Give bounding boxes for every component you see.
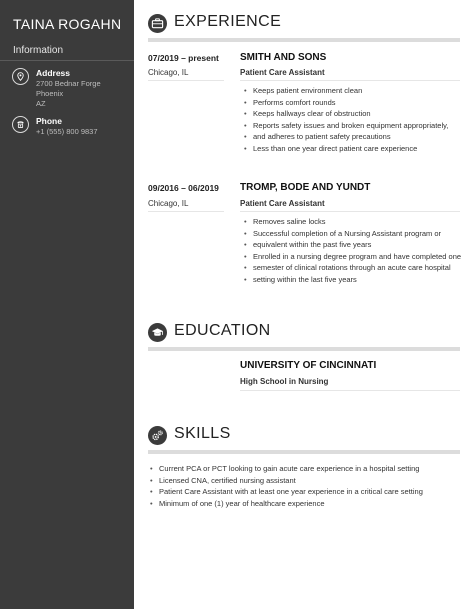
job-1-left-rule <box>148 80 224 81</box>
list-item: • Keeps patient environment clean <box>244 85 464 97</box>
address-label: Address <box>36 68 71 78</box>
job-2-date: 09/2016 – 06/2019 <box>148 183 219 193</box>
education-school: UNIVERSITY OF CINCINNATI <box>240 360 377 371</box>
info-divider <box>0 60 134 61</box>
job-2-bullets <box>244 216 464 285</box>
experience-title: EXPERIENCE <box>174 13 282 30</box>
list-item: • Current PCA or PCT looking to gain acute care experience in a hospital setting <box>150 463 465 475</box>
list-item: • Performs comfort rounds <box>244 97 464 109</box>
address-line-2: Phoenix <box>36 89 64 98</box>
list-item: • Less than one year direct patient care experience <box>244 143 464 155</box>
job-1-company: SMITH AND SONS <box>240 52 327 63</box>
list-item: • semester of clinical rotations through an acute care hospital <box>244 262 464 274</box>
experience-bar <box>148 38 460 42</box>
list-item: • setting within the last five years <box>244 274 464 286</box>
address-line-3: AZ <box>36 99 46 108</box>
job-1-right-rule <box>240 80 460 81</box>
phone-label: Phone <box>36 116 62 126</box>
candidate-name: TAINA ROGAHN <box>13 16 122 32</box>
job-2-left-rule <box>148 211 224 212</box>
job-2-location: Chicago, IL <box>148 199 189 208</box>
sidebar <box>0 0 134 609</box>
education-bar <box>148 347 460 351</box>
list-item: • Removes saline locks <box>244 216 464 228</box>
list-item: • Minimum of one (1) year of healthcare experience <box>150 498 465 510</box>
education-rule <box>240 390 460 391</box>
list-item: • and adheres to patient safety precautions <box>244 131 464 143</box>
phone-icon <box>12 116 29 133</box>
job-1-position: Patient Care Assistant <box>240 68 325 77</box>
skills-title: SKILLS <box>174 425 231 442</box>
phone-value: +1 (555) 800 9837 <box>36 127 98 136</box>
info-heading: Information <box>13 45 64 56</box>
skills-bar <box>148 450 460 454</box>
location-icon <box>12 68 29 85</box>
education-degree: High School in Nursing <box>240 377 329 386</box>
list-item: • Successful completion of a Nursing Assistant program or <box>244 228 464 240</box>
education-title: EDUCATION <box>174 322 271 339</box>
list-item: • Reports safety issues and broken equipment appropriately, <box>244 120 464 132</box>
graduation-cap-icon <box>148 323 167 342</box>
list-item: • Patient Care Assistant with at least one year experience in a critical care setting <box>150 486 465 498</box>
list-item: • Keeps hallways clear of obstruction <box>244 108 464 120</box>
list-item: • Licensed CNA, certified nursing assistant <box>150 475 465 487</box>
address-line-1: 2700 Bednar Forge <box>36 79 101 88</box>
briefcase-icon <box>148 14 167 33</box>
job-1-location: Chicago, IL <box>148 68 189 77</box>
skills-list <box>150 463 465 509</box>
job-1-date: 07/2019 – present <box>148 53 219 63</box>
list-item: • equivalent within the past five years <box>244 239 464 251</box>
list-item: • Enrolled in a nursing degree program and have completed one <box>244 251 464 263</box>
job-2-company: TROMP, BODE AND YUNDT <box>240 182 371 193</box>
gears-icon <box>148 426 167 445</box>
job-1-bullets <box>244 85 464 154</box>
job-2-right-rule <box>240 211 460 212</box>
job-2-position: Patient Care Assistant <box>240 199 325 208</box>
